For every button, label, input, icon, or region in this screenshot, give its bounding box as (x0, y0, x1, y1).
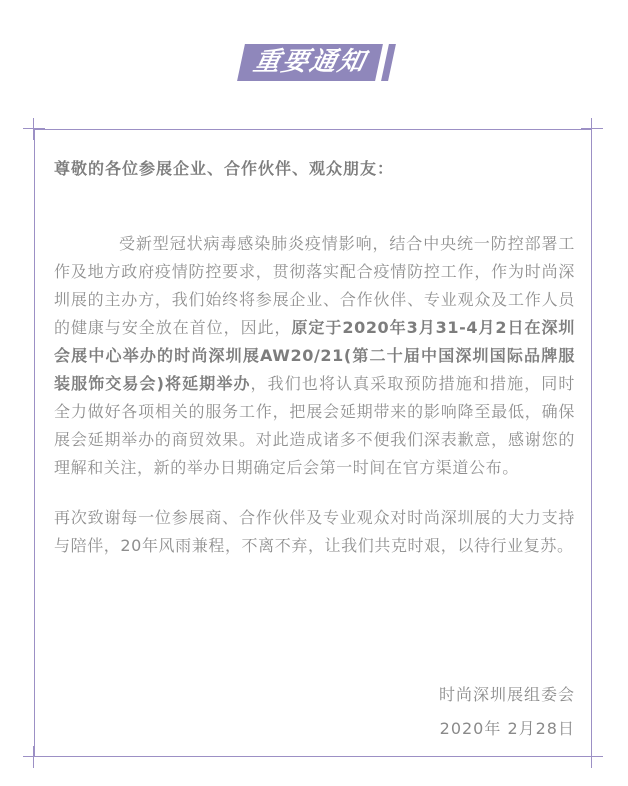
signature-block (439, 678, 575, 746)
corner-cross-bottom-right (581, 746, 603, 768)
paragraph-1-tail: ，我们也将认真采取预防措施和措施，同时全力做好各项相关的服务工作，把展会延期带来的影响降至最低，确保展会延期举办的商贸效果。对此造成诸多不便我们深表歉意，感谢您的理解和关注，新的举办日期确定后会第一时间在官方渠道公布。 (54, 374, 575, 477)
greeting: 尊敬的各位参展企业、合作伙伴、观众朋友： (54, 159, 395, 178)
banner-label: 重要通知 (237, 44, 383, 81)
notice-banner (241, 44, 392, 81)
paragraph-1-lead: 受新型冠状病毒感染肺炎疫情影响，结合中央统一防控部署工作及地方政府疫情防控要求，贯彻落实配合疫情防控工作，作为时尚深圳展的主办方，我们始终将参展企业、合作伙伴、专业观众及工作人员的健康与安全放在首位，因此， (54, 234, 575, 337)
paragraph-1-emphasis: 原定于2020年3月31-4月2日在深圳会展中心举办的时尚深圳展AW20/21(第二十届中国深圳国际品牌服装服饰交易会)将延期举办 (54, 318, 575, 393)
corner-cross-bottom-left (23, 746, 45, 768)
signature-date: 2020年 2月28日 (439, 719, 575, 738)
paragraph-1 (54, 230, 575, 482)
banner-accent-stripe (381, 44, 396, 81)
notice-frame (34, 129, 592, 757)
signature-name: 时尚深圳展组委会 (438, 685, 575, 704)
paragraph-2: 再次致谢每一位参展商、合作伙伴及专业观众对时尚深圳展的大力支持与陪伴，20年风雨兼程，不离不弃，让我们共克时艰，以待行业复苏。 (54, 508, 575, 555)
notice-content (35, 130, 591, 560)
